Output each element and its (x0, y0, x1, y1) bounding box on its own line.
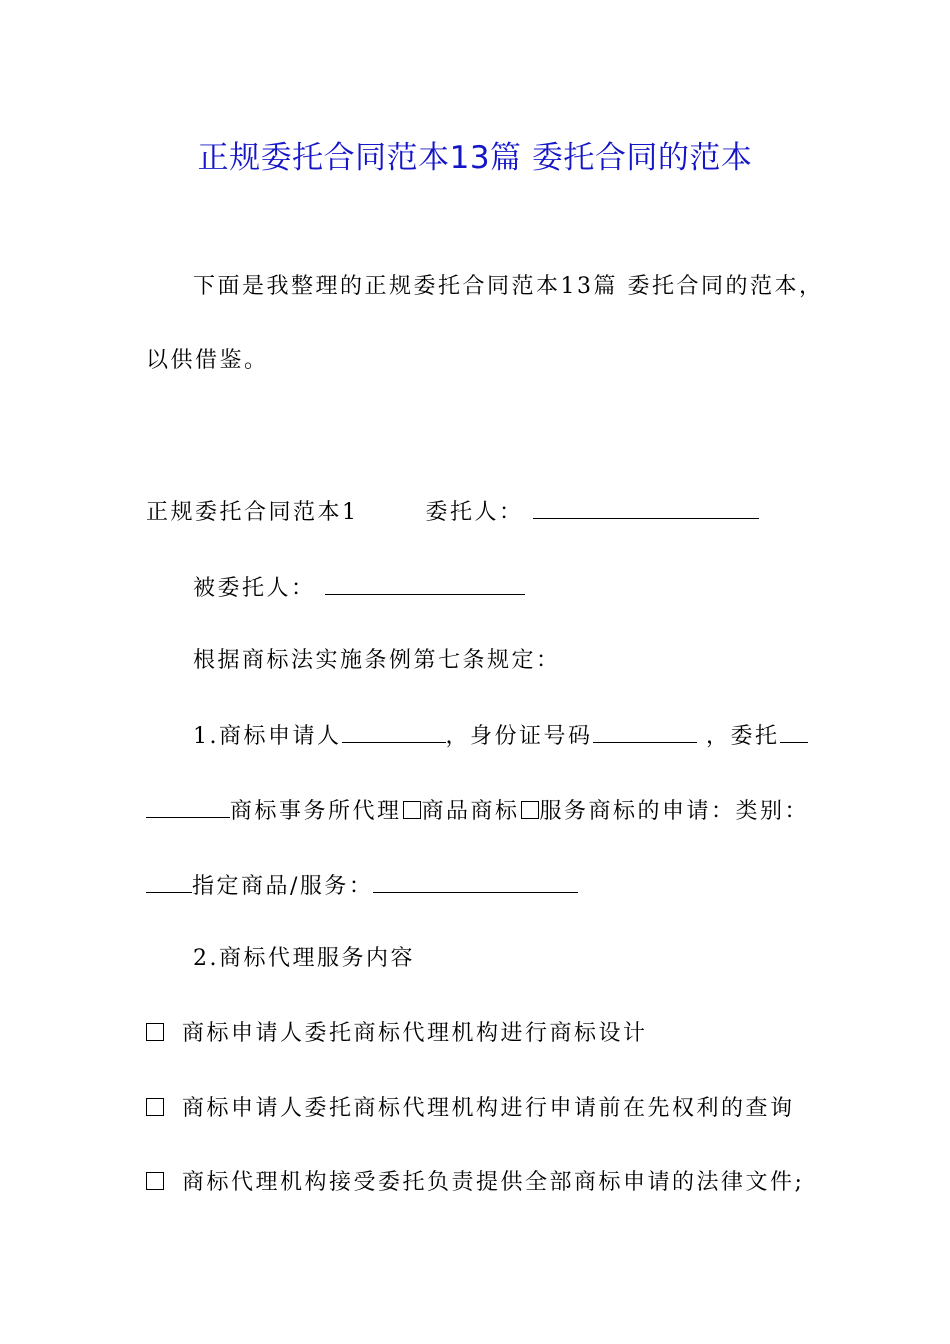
agency-blank-start (780, 720, 808, 743)
section-heading: 正规委托合同范本1 (146, 500, 359, 525)
principal-label: 委托人： (425, 500, 524, 525)
service-option-2-checkbox[interactable] (146, 1098, 164, 1116)
service-option-3-label: 商标代理机构接受委托负责提供全部商标申请的法律文件; (182, 1170, 805, 1195)
service-trademark-label: 服务商标的申请：类别： (539, 799, 810, 824)
goods-trademark-checkbox[interactable] (403, 801, 421, 819)
section-1-line (146, 496, 759, 528)
item-1-continued (146, 795, 809, 827)
item-2-heading: 2.商标代理服务内容 (193, 946, 415, 971)
service-option-2-label: 商标申请人委托商标代理机构进行申请前在先权利的查询 (182, 1096, 795, 1121)
agency-blank-end (146, 795, 230, 818)
item-1-entrust: ，委托 (696, 724, 780, 749)
goods-trademark-label: 商品商标 (421, 799, 520, 824)
item-1-id: ，身份证号码 (445, 724, 593, 749)
agent-blank (325, 572, 525, 595)
service-option-1-label: 商标申请人委托商标代理机构进行商标设计 (182, 1021, 648, 1046)
principal-blank (533, 496, 759, 519)
agent-label: 被委托人： (193, 576, 316, 601)
goods-blank (373, 870, 578, 893)
class-blank (146, 870, 192, 893)
basis-text: 根据商标法实施条例第七条规定： (193, 648, 561, 673)
service-option-1 (146, 1019, 648, 1049)
service-option-2 (146, 1094, 795, 1124)
item-1-applicant: 1.商标申请人 (193, 724, 342, 749)
item-1-agency: 商标事务所代理 (230, 799, 402, 824)
agent-line (193, 572, 525, 604)
item-1-line (193, 720, 808, 752)
service-option-3 (146, 1168, 804, 1198)
applicant-blank (342, 720, 446, 743)
service-option-3-checkbox[interactable] (146, 1172, 164, 1190)
id-blank (593, 720, 697, 743)
intro-line-2: 以供借鉴。 (146, 348, 269, 373)
service-trademark-checkbox[interactable] (521, 801, 539, 819)
service-option-1-checkbox[interactable] (146, 1023, 164, 1041)
intro-line-1: 下面是我整理的正规委托合同范本13篇 委托合同的范本， (193, 274, 824, 299)
document-title: 正规委托合同范本13篇 委托合同的范本 (197, 140, 753, 176)
goods-line (146, 870, 578, 902)
goods-label: 指定商品/服务： (192, 874, 374, 899)
